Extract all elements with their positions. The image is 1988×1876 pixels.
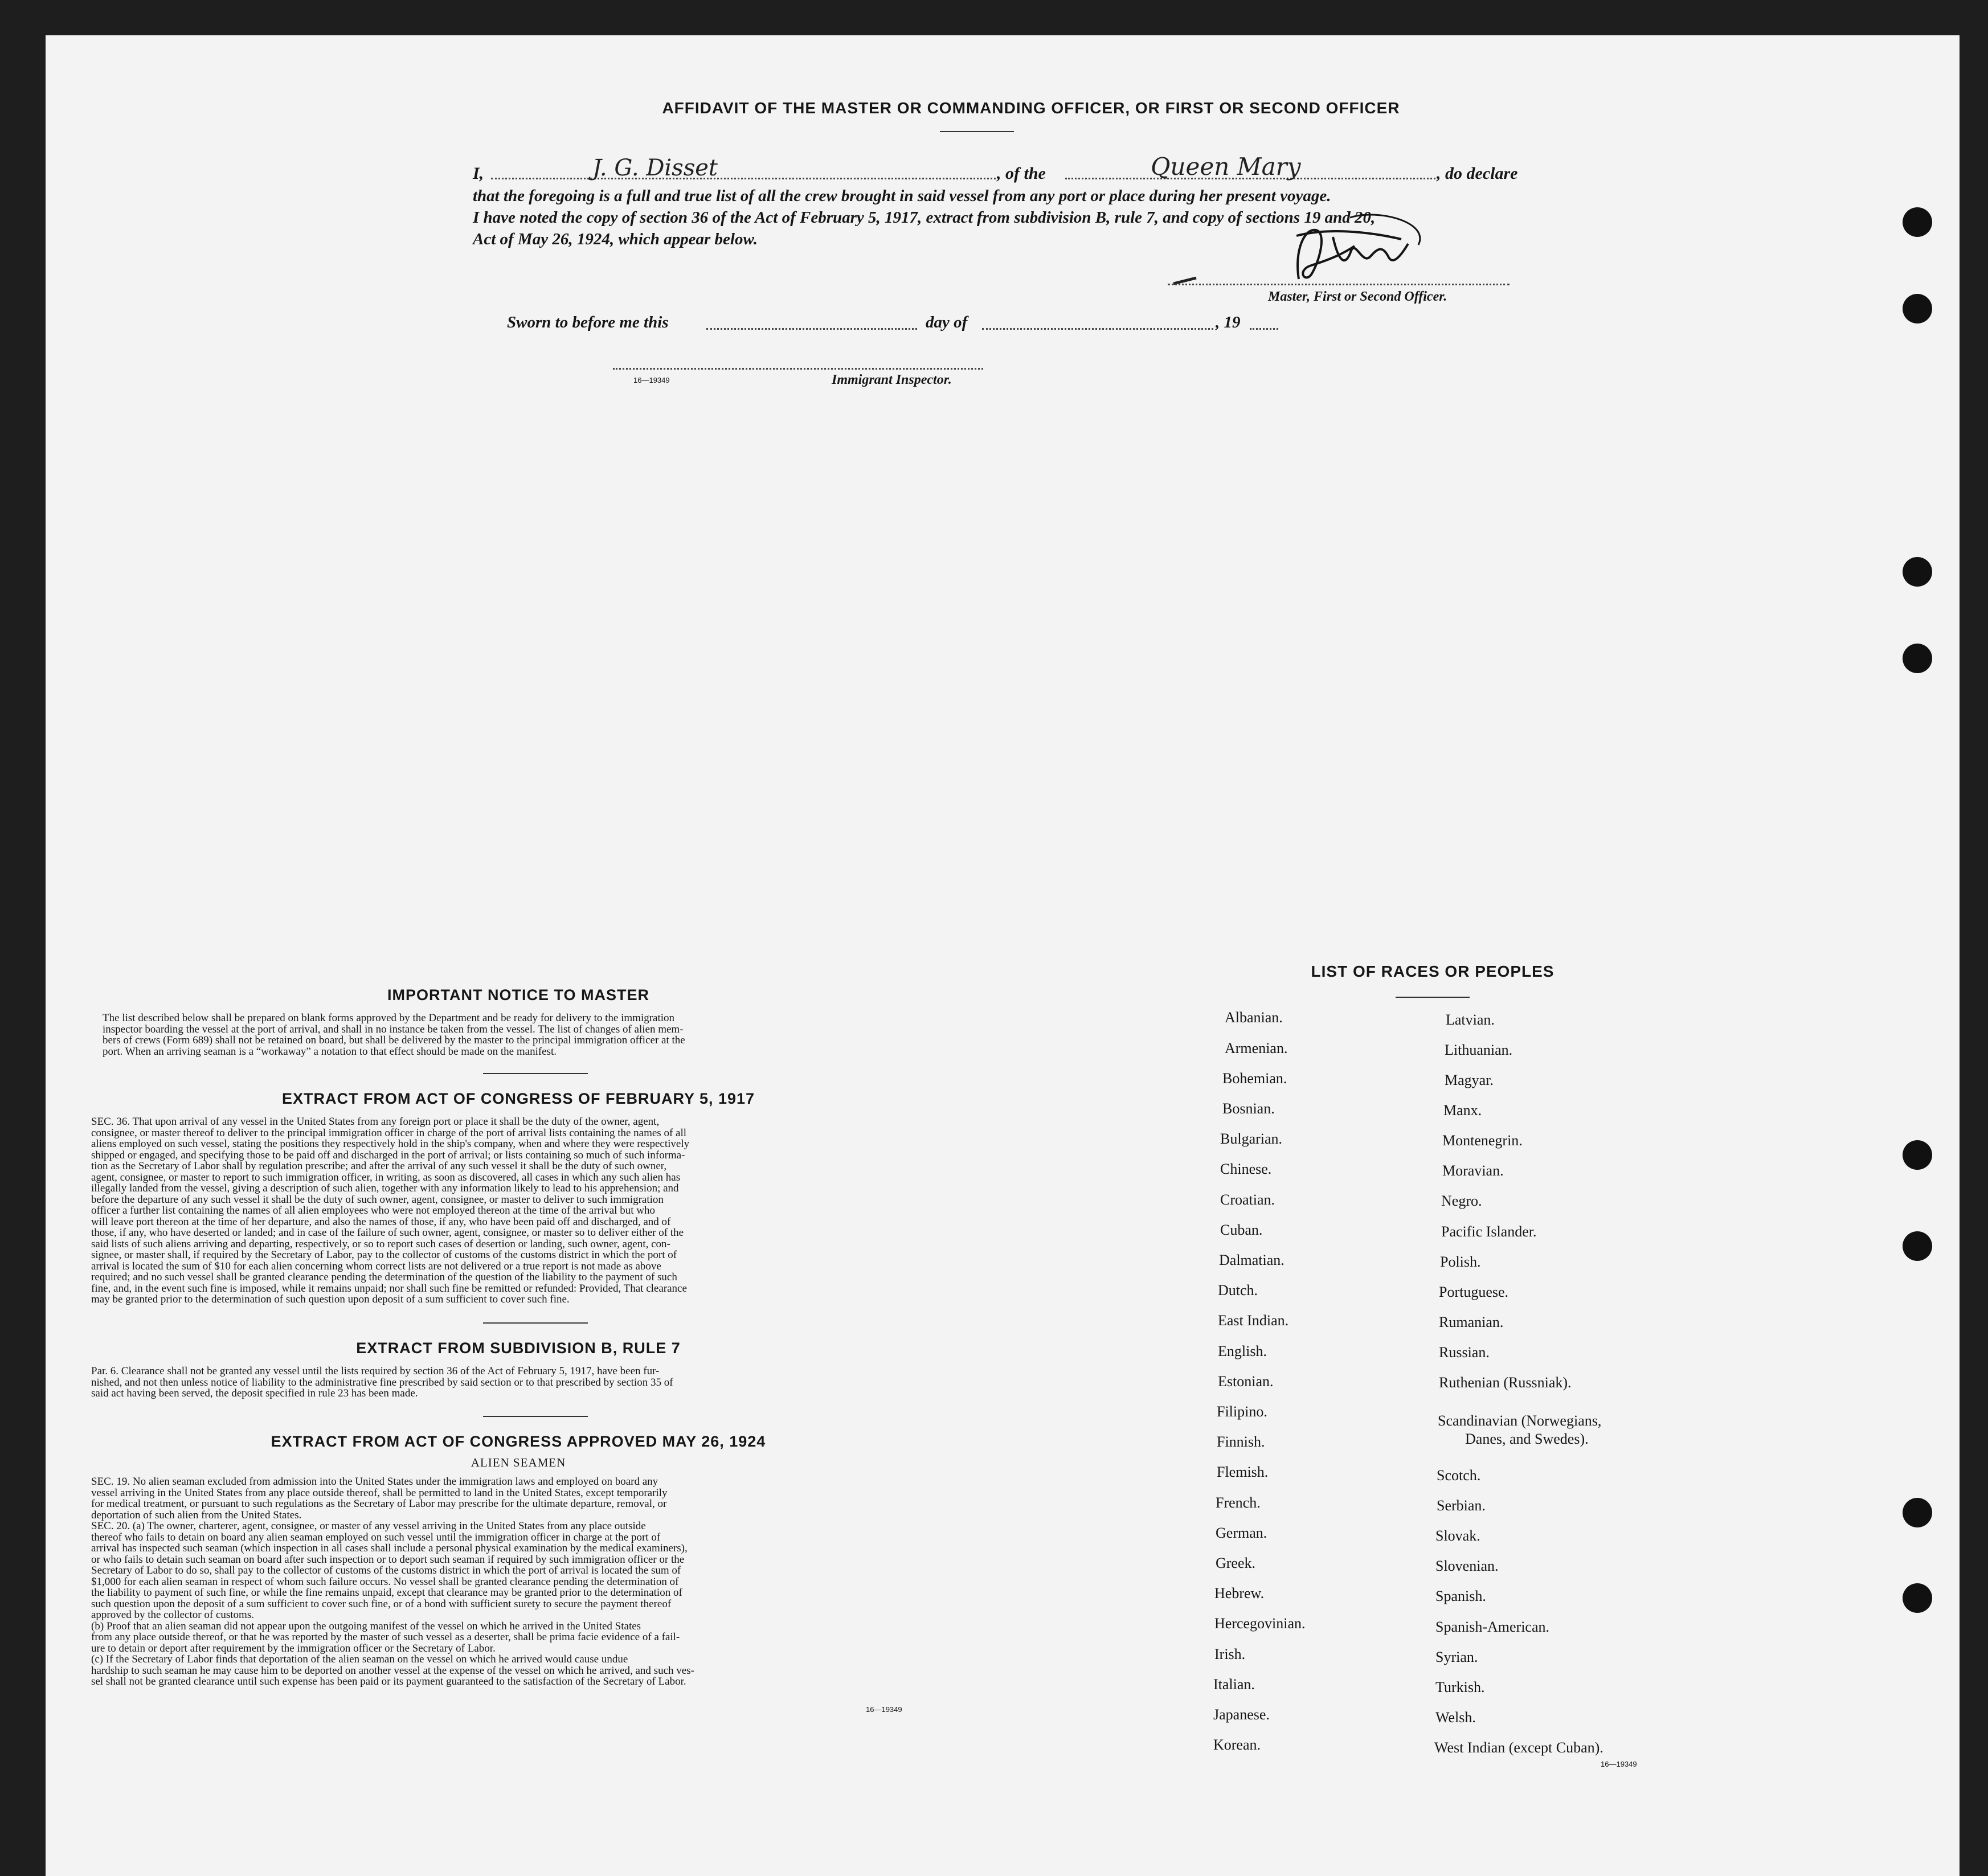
extract-1924-line: from any place outside thereof, or that he was reported by the master of such vessel as a deserter, shall be prima facie evidence of a fail- [91,1631,680,1643]
race-entry: Montenegrin. [1442,1132,1523,1149]
extract-1924-line: ure to detain or deport after requirement by the immigration officer or the Secretary of Labor. [91,1642,496,1654]
race-entry: Welsh. [1435,1709,1476,1726]
race-entry: Hercegovinian. [1214,1615,1306,1632]
extract-1917-line: consignee, or master thereof to deliver to the principal immigration officer in charge of the port of arrival lists containing the names of all [91,1127,687,1139]
race-entry: Moravian. [1442,1162,1504,1179]
race-entry: Rumanian. [1439,1314,1504,1330]
extract-1924-line: arrival has inspected such seaman (which inspection in all cases shall include a personal physical examination by the medical examiners), [91,1542,688,1554]
extract-1924-line: Secretary of Labor to do so, shall pay to the collector of customs of the customs district in which the port of arrival is located the sum of [91,1564,681,1576]
extract-1917-line: aliens employed on such vessel, stating the positions they respectively hold in the ship's company, when and where they were respectively [91,1138,690,1150]
race-entry: Manx. [1443,1102,1482,1119]
extract-1924-body [91,1476,927,1687]
name-line [491,178,996,179]
notice-line: port. When an arriving seaman is a “workaway” a notation to that effect should be made on the manifest. [103,1045,557,1058]
punch-hole [1903,644,1932,673]
extract-1917-line: illegally landed from the vessel, giving a description of such alien, together with any information likely to lead to his apprehension; and [91,1182,679,1194]
race-entry: Slovak. [1435,1527,1480,1544]
extract-1924-line: sel shall not be granted clearance until such expense has been paid or its payment guaranteed to the satisfaction of the Secretary of Labor. [91,1676,686,1687]
race-entry: Filipino. [1217,1403,1267,1420]
race-entry: East Indian. [1218,1312,1289,1329]
punch-hole [1903,1140,1932,1170]
notice-line: bers of crews (Form 689) shall not be retained on board, but shall be delivered by the master to the principal immigration officer at the [103,1034,685,1046]
extract-1924-line: such question upon the deposit of a sum sufficient to cover such fine, or of a bond with sufficient surety to secure the payment thereof [91,1598,672,1610]
do-declare-label: , do declare [1437,164,1518,183]
affidavit-line-4: Act of May 26, 1924, which appear below. [473,230,758,248]
race-entry: Syrian. [1435,1649,1478,1665]
race-entry: Lithuanian. [1445,1042,1513,1058]
divider [483,1322,588,1324]
race-entry: Pacific Islander. [1441,1223,1537,1240]
punch-hole [1903,207,1932,237]
race-entry: English. [1218,1343,1267,1359]
race-entry: Greek. [1216,1555,1256,1571]
sworn-year-line [1250,328,1278,330]
race-entry: Cuban. [1220,1222,1263,1238]
race-entry: Croatian. [1220,1191,1275,1208]
rule7-line: said act having been served, the deposit specified in rule 23 has been made. [91,1387,418,1399]
race-entry: Russian. [1439,1344,1490,1361]
extract-1924-line: approved by the collector of customs. [91,1609,254,1621]
signature-caption: Master, First or Second Officer. [1268,289,1447,304]
extract-form-number: 16—19349 [866,1705,902,1714]
extract-1917-line: those, if any, who have deserted or landed; and in case of the failure of such owner, agent, consignee, or master so to deliver either of the [91,1227,684,1239]
master-name-handwritten: J. G. Disset [592,155,718,181]
extract-1917-line: said lists of such aliens arriving and departing, respectively, or so to report such cases of desertion or landing, such owner, agent, con- [91,1238,670,1250]
race-entry: Dutch. [1218,1282,1258,1299]
of-the-label: , of the [997,164,1046,183]
rule7-body [91,1366,927,1399]
extract-1917-line: officer a further list containing the names of all alien employees who were not employed thereon at the time of the arrival but who [91,1205,655,1216]
race-entry: Danes, and Swedes). [1465,1431,1589,1447]
race-entry: Armenian. [1225,1040,1288,1056]
race-entry: Ruthenian (Russniak). [1439,1374,1572,1391]
race-entry: Portuguese. [1439,1284,1509,1300]
extract-1917-line: agent, consignee, or master to report to such immigration officer, in writing, as soon as discovered, all cases in which any such alien has [91,1171,681,1183]
extract-1917-line: SEC. 36. That upon arrival of any vessel in the United States from any foreign port or place it shall be the duty of the owner, agent, [91,1116,660,1128]
race-entry: Serbian. [1437,1497,1486,1514]
extract-1917-body [91,1116,927,1305]
race-entry: Irish. [1214,1646,1246,1662]
race-entry: Negro. [1441,1193,1482,1209]
race-entry: Chinese. [1220,1161,1272,1177]
race-entry: Slovenian. [1435,1558,1499,1574]
day-of-label: day of [926,313,968,331]
rule7-line: Par. 6. Clearance shall not be granted any vessel until the lists required by section 36 of the Act of February 5, 1917, have been fur- [91,1365,660,1377]
races-form-number: 16—19349 [1601,1760,1637,1768]
race-entry: Dalmatian. [1219,1252,1285,1268]
race-entry: Korean. [1213,1736,1261,1753]
race-entry: Polish. [1440,1254,1481,1270]
i-label: I, [473,164,484,183]
race-entry: Albanian. [1225,1009,1283,1026]
race-entry: Estonian. [1218,1373,1274,1390]
sworn-day-line [706,328,917,330]
race-entry: Bulgarian. [1220,1130,1283,1147]
extract-1924-line: deportation of such alien from the United States. [91,1509,302,1521]
race-entry: Italian. [1213,1676,1255,1693]
race-entry: Bosnian. [1222,1100,1275,1117]
extract-1924-line: thereof who fails to detain on board any alien seaman employed on such vessel until the immigration officer in charge at the port of [91,1531,661,1543]
sworn-label: Sworn to before me this [507,313,669,331]
race-entry: Latvian. [1446,1011,1495,1028]
extract-1917-line: tion as the Secretary of Labor shall by regulation prescribe; and after the arrival of any such vessel it shall be the duty of such owner, [91,1160,667,1172]
races-title: LIST OF RACES OR PEOPLES [1311,962,1555,980]
notice-line: inspector boarding the vessel at the port of arrival, and shall in no instance be taken from the vessel. The list of changes of alien mem- [103,1023,684,1035]
race-entry: Bohemian. [1222,1070,1287,1087]
extract-1924-line: the liability to payment of such fine, or while the fine remains unpaid, except that clearance may be granted prior to the determination of [91,1587,682,1599]
race-entry: Magyar. [1445,1072,1494,1088]
extract-1924-line: (c) If the Secretary of Labor finds that deportation of the alien seaman on the vessel on which he arrived would cause undue [91,1653,628,1665]
notice-title: IMPORTANT NOTICE TO MASTER [387,986,649,1003]
vessel-name-handwritten: Queen Mary [1151,153,1301,181]
race-entry: Hebrew. [1214,1585,1265,1601]
extract-1924-subtitle: ALIEN SEAMEN [471,1456,566,1469]
race-entry: Spanish. [1435,1588,1486,1604]
notice-line: The list described below shall be prepared on blank forms approved by the Department and be ready for delivery to the immigration [103,1012,675,1024]
race-entry: Japanese. [1213,1706,1270,1723]
punch-hole [1903,1231,1932,1261]
punch-hole [1903,1498,1932,1527]
extract-1924-title: EXTRACT FROM ACT OF CONGRESS APPROVED MAY 26, 1924 [271,1433,766,1450]
race-entry: West Indian (except Cuban). [1434,1739,1604,1756]
divider [1396,997,1470,998]
affidavit-line-3: I have noted the copy of section 36 of the Act of February 5, 1917, extract from subdivision B, rule 7, and copy of sections 19 and 20, [473,208,1376,227]
extract-1917-line: fine, and, in the event such fine is imposed, while it remains unpaid; nor shall such fine be remitted or refunded: Provided, That clearance [91,1282,687,1295]
year-label: , 19 [1216,313,1241,331]
affidavit-line-2: that the foregoing is a full and true list of all the crew brought in said vessel from any port or place during her present voyage. [473,187,1331,205]
rule7-line: nished, and not then unless notice of liability to the administrative fine prescribed by said section or to that prescribed by section 35 of [91,1376,673,1388]
punch-hole [1903,294,1932,323]
extract-1917-line: before the departure of any such vessel it shall be the duty of such owner, agent, consignee, or master to deliver to such immigration [91,1193,664,1206]
race-entry: Flemish. [1217,1464,1269,1480]
signature-line [1168,284,1510,285]
extract-1917-line: required; and no such vessel shall be granted clearance pending the determination of the question of the liability to the payment of such [91,1271,677,1283]
form-number: 16—19349 [633,376,670,384]
race-entry: Scotch. [1437,1467,1481,1484]
race-entry: Turkish. [1435,1679,1485,1695]
affidavit-title: AFFIDAVIT OF THE MASTER OR COMMANDING OFFICER, OR FIRST OR SECOND OFFICER [662,99,1400,117]
extract-1917-line: shipped or engaged, and specifying those to be paid off and discharged in the port of arrival; or lists containing so much of such informa- [91,1149,685,1161]
race-entry: French. [1216,1494,1261,1511]
extract-1924-line: (b) Proof that an alien seaman did not appear upon the outgoing manifest of the vessel on which he arrived in the United States [91,1620,641,1632]
extract-1917-line: will leave port thereon at the time of her departure, and also the names of those, if any, who have been paid off and discharged, and of [91,1215,671,1228]
race-entry: Finnish. [1217,1433,1265,1450]
extract-1924-line: hardship to such seaman he may cause him to be deported on another vessel at the expense of the vessel on which he arrived, and such ves- [91,1664,694,1677]
extract-1924-line: SEC. 19. No alien seaman excluded from admission into the United States under the immigration laws and employed on board any [91,1476,658,1488]
divider [483,1416,588,1417]
race-entry: Spanish-American. [1435,1619,1550,1635]
extract-1924-line: or who fails to detain such seaman on board after such inspection or to deport such seaman if required by such immigration officer or the [91,1553,685,1566]
extract-1924-line: $1,000 for each alien seaman in respect of whom such failure occurs. No vessel shall be granted clearance pending the determination of [91,1575,679,1588]
punch-hole [1903,557,1932,587]
rule7-title: EXTRACT FROM SUBDIVISION B, RULE 7 [356,1340,681,1357]
extract-1917-line: signee, or master shall, if required by the Secretary of Labor, pay to the collector of customs of the customs district in which the port of [91,1249,677,1261]
inspector-caption: Immigrant Inspector. [832,372,952,387]
extract-1917-line: arrival is located the sum of $10 for each alien concerning whom correct lists are not delivered or a true report is not made as above [91,1260,661,1272]
extract-1924-line: vessel arriving in the United States from any place outside thereof, shall be permitted to land in the United States, except temporarily [91,1486,668,1499]
divider [483,1073,588,1074]
divider [940,131,1014,132]
extract-1917-title: EXTRACT FROM ACT OF CONGRESS OF FEBRUARY 5, 1917 [281,1090,755,1107]
sworn-month-line [982,328,1213,330]
notice-body [103,1013,934,1057]
race-entry: Scandinavian (Norwegians, [1438,1412,1602,1429]
inspector-line [613,368,983,370]
extract-1924-line: SEC. 20. (a) The owner, charterer, agent, consignee, or master of any vessel arriving in the United States from any place outside [91,1520,646,1532]
extract-1924-line: for medical treatment, or pursuant to such regulations as the Secretary of Labor may prescribe for the ultimate departure, removal, or [91,1498,667,1510]
punch-hole [1903,1583,1932,1613]
race-entry: German. [1216,1525,1267,1541]
extract-1917-line: may be granted prior to the determination of such question upon deposit of a sum sufficient to cover such fine. [91,1293,570,1305]
